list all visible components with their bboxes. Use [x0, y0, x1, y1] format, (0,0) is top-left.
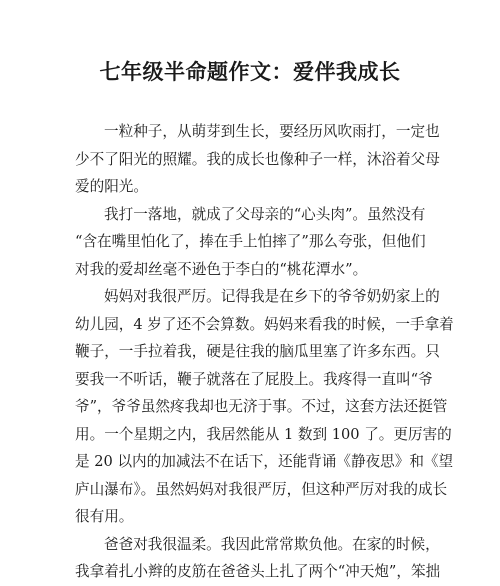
paragraph-1-line-2: 少不了阳光的照耀。我的成长也像种子一样，沐浴着父母 — [75, 150, 440, 168]
paragraph-3-line-6: 用。一个星期之内，我居然能从 1 数到 100 了。更厉害的 — [75, 425, 452, 443]
paragraph-2-line-3: 对我的爱却丝毫不逊色于李白的“桃花潭水”。 — [75, 260, 368, 278]
essay-body — [75, 118, 454, 586]
paragraph-3-line-7: 是 20 以内的加减法不在话下，还能背诵《静夜思》和《望 — [75, 453, 454, 470]
paragraph-3-line-9: 很有用。 — [75, 508, 134, 525]
paragraph-3-line-3: 鞭子，一手拉着我，硬是往我的脑瓜里塞了许多东西。只 — [75, 343, 440, 360]
essay-title: 七年级半命题作文：爱伴我成长 — [99, 59, 401, 84]
paragraph-1-line-3: 爱的阳光。 — [75, 178, 148, 195]
paragraph-3-line-4: 要我一不听话，鞭子就落在了屁股上。我疼得一直叫“爷 — [75, 370, 433, 388]
paragraph-3-line-5: 爷”，爷爷虽然疼我却也无济于事。不过，这套方法还挺管 — [75, 398, 448, 415]
paragraph-3-line-2: 幼儿园，4 岁了还不会算数。妈妈来看我的时候，一手拿着 — [75, 315, 454, 333]
paragraph-3-line-8: 庐山瀑布》。虽然妈妈对我很严厉，但这种严厉对我的成长 — [75, 480, 448, 498]
paragraph-1-line-1: 一粒种子，从萌芽到生长，要经历风吹雨打，一定也 — [104, 123, 440, 140]
paragraph-3-line-1: 妈妈对我很严厉。记得我是在乡下的爷爷奶奶家上的 — [104, 288, 440, 305]
paragraph-4-line-2: 我拿着扎小辫的皮筋在爸爸头上扎了两个“冲天炮”，笨拙 — [75, 563, 441, 580]
paragraph-2-line-1: 我打一落地，就成了父母亲的“心头肉”。虽然没有 — [104, 205, 426, 223]
paragraph-2-line-2: “含在嘴里怕化了，捧在手上怕摔了”那么夸张，但他们 — [75, 233, 426, 250]
paragraph-4-line-1: 爸爸对我很温柔。我因此常常欺负他。在家的时候， — [104, 535, 440, 553]
